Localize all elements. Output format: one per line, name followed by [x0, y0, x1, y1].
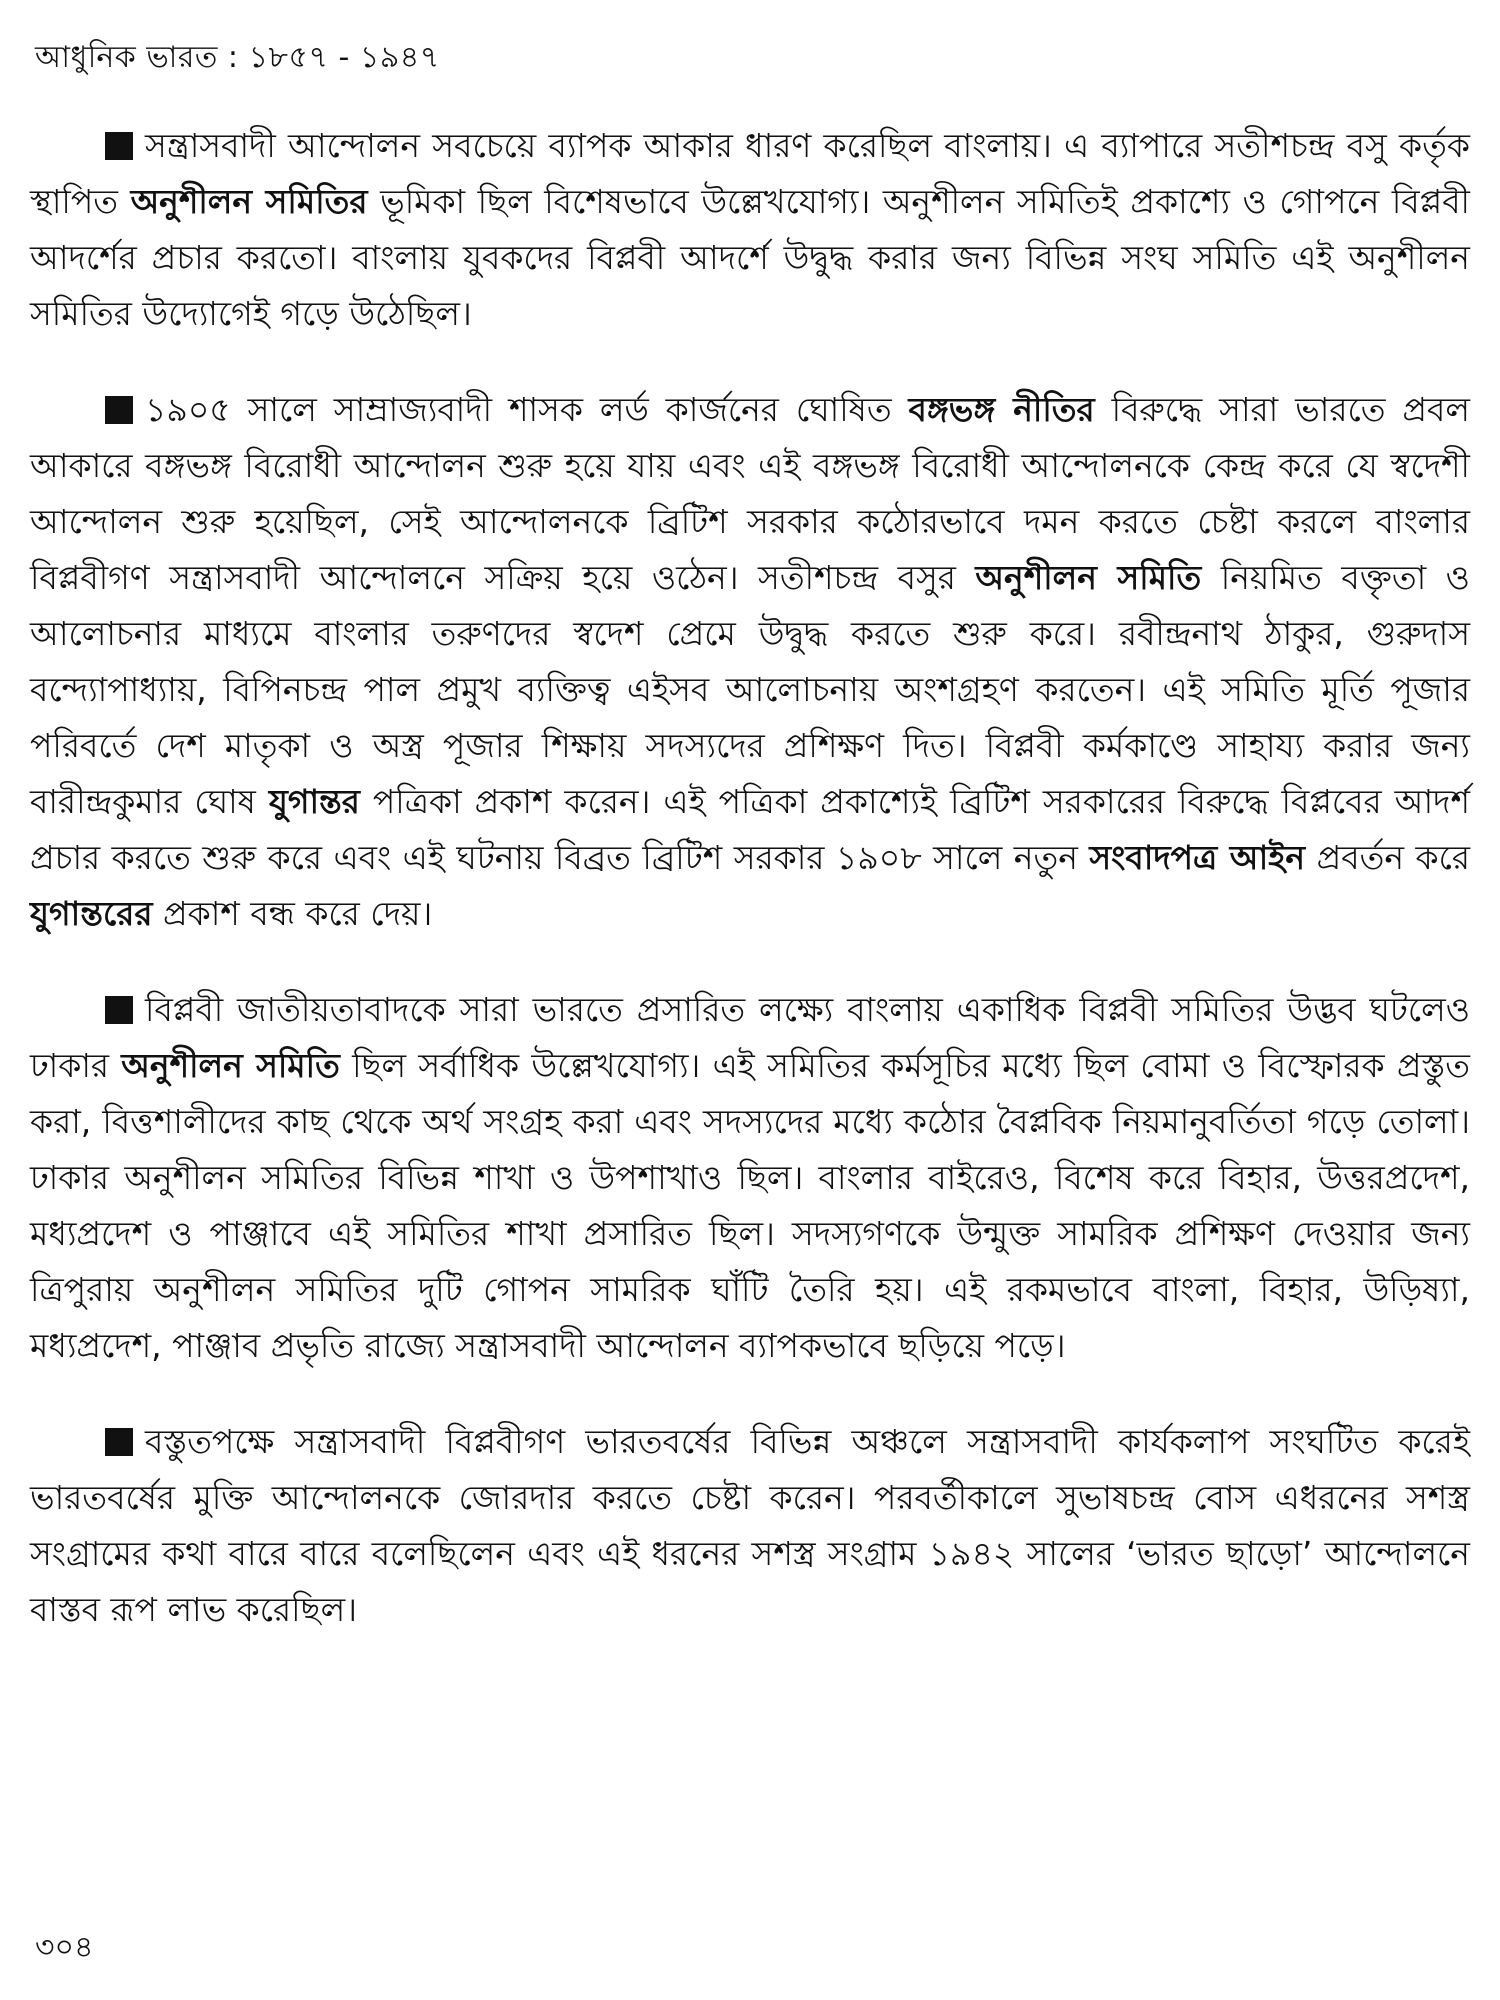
bold-term: অনুশীলন সমিতির [130, 182, 368, 221]
text-segment: ভূমিকা ছিল বিশেষভাবে উল্লেখযোগ্য। অনুশীলন সমিতিই প্রকাশ্যে ও গোপনে বিপ্লবী আদর্শের প্রচার করতো। বাংলায় যুবকদের বিপ্লবী আদর্শে উদ্বুদ্ধ করার জন্য বিভিন্ন সংঘ সমিতি এই অনুশীলন সমিতির উদ্যোগেই গড়ে উঠেছিল। [30, 182, 1470, 333]
text-segment: বস্তুতপক্ষে সন্ত্রাসবাদী বিপ্লবীগণ ভারতবর্ষের বিভিন্ন অঞ্চলে সন্ত্রাসবাদী কার্যকলাপ সংঘটিত করেই ভারতবর্ষের মুক্তি আন্দোলনকে জোরদার করতে চেষ্টা করেন। পরবর্তীকালে সুভাষচন্দ্র বোস এধরনের সশস্ত্র সংগ্রামের কথা বারে বারে বলেছিলেন এবং এই ধরনের সশস্ত্র সংগ্রাম ১৯৪২ সালের ‘ভারত ছাড়ো’ আন্দোলনে বাস্তব রূপ লাভ করেছিল। [30, 1422, 1470, 1629]
text-segment: ১৯০৫ সালে সাম্রাজ্যবাদী শাসক লর্ড কার্জনের ঘোষিত [145, 390, 909, 429]
bold-term: সংবাদপত্র আইন [1089, 838, 1306, 877]
text-segment: পত্রিকা প্রকাশ করেন। এই পত্রিকা প্রকাশ্যেই ব্রিটিশ সরকারের বিরুদ্ধে বিপ্লবের আদর্শ প্রচার করতে শুরু করে এবং এই ঘটনায় বিব্রত ব্রিটিশ সরকার ১৯০৮ সালে নতুন [30, 782, 1470, 877]
bold-term: অনুশীলন সমিতি [121, 1046, 340, 1085]
bold-term: অনুশীলন সমিতি [975, 558, 1202, 597]
text-segment: বিরুদ্ধে সারা ভারতে প্রবল আকারে বঙ্গভঙ্গ বিরোধী আন্দোলন শুরু হয়ে যায় এবং এই বঙ্গভঙ্গ বিরোধী আন্দোলনকে কেন্দ্র করে যে স্বদেশী আন্দোলন শুরু হয়েছিল, সেই আন্দোলনকে ব্রিটিশ সরকার কঠোরভাবে দমন করতে চেষ্টা করলে বাংলার বিপ্লবীগণ সন্ত্রাসবাদী আন্দোলনে সক্রিয় হয়ে ওঠেন। সতীশচন্দ্র বসুর [30, 390, 1471, 597]
page-number: ৩০৪ [35, 1930, 94, 1965]
text-segment: বিপ্লবী জাতীয়তাবাদকে সারা ভারতে প্রসারিত লক্ষ্যে বাংলায় একাধিক বিপ্লবী সমিতির উদ্ভব ঘটলেও ঢাকার [30, 990, 1470, 1085]
text-segment: সন্ত্রাসবাদী আন্দোলন সবচেয়ে ব্যাপক আকার ধারণ করেছিল বাংলায়। এ ব্যাপারে সতীশচন্দ্র বসু কর্তৃক স্থাপিত [30, 126, 1470, 221]
bold-term: বঙ্গভঙ্গ নীতির [908, 390, 1095, 429]
text-segment: প্রবর্তন করে [1305, 838, 1470, 877]
bold-term: যুগান্তরের [30, 894, 153, 933]
paragraph-3 [30, 982, 1470, 1374]
body-text [30, 118, 1470, 1678]
square-bullet-icon [105, 996, 133, 1024]
running-header: আধুনিক ভারত : ১৮৫৭ - ১৯৪৭ [35, 40, 440, 75]
paragraph-4 [30, 1414, 1470, 1638]
paragraph-2 [30, 382, 1470, 942]
square-bullet-icon [105, 1428, 133, 1456]
text-segment: প্রকাশ বন্ধ করে দেয়। [152, 894, 433, 933]
text-segment: নিয়মিত বক্তৃতা ও আলোচনার মাধ্যমে বাংলার তরুণদের স্বদেশ প্রেমে উদ্বুদ্ধ করতে শুরু করে। রবীন্দ্রনাথ ঠাকুর, গুরুদাস বন্দ্যোপাধ্যায়, বিপিনচন্দ্র পাল প্রমুখ ব্যক্তিত্ব এইসব আলোচনায় অংশগ্রহণ করতেন। এই সমিতি মূর্তি পূজার পরিবর্তে দেশ মাতৃকা ও অস্ত্র পূজার শিক্ষায় সদস্যদের প্রশিক্ষণ দিত। বিপ্লবী কর্মকাণ্ডে সাহায্য করার জন্য বারীন্দ্রকুমার ঘোষ [30, 558, 1470, 821]
square-bullet-icon [105, 132, 133, 160]
bold-term: যুগান্তর [268, 782, 360, 821]
text-segment: ছিল সর্বাধিক উল্লেখযোগ্য। এই সমিতির কর্মসূচির মধ্যে ছিল বোমা ও বিস্ফোরক প্রস্তুত করা, বিত্তশালীদের কাছ থেকে অর্থ সংগ্রহ করা এবং সদস্যদের মধ্যে কঠোর বৈপ্লবিক নিয়মানুবর্তিতা গড়ে তোলা। ঢাকার অনুশীলন সমিতির বিভিন্ন শাখা ও উপশাখাও ছিল। বাংলার বাইরেও, বিশেষ করে বিহার, উত্তরপ্রদেশ, মধ্যপ্রদেশ ও পাঞ্জাবে এই সমিতির শাখা প্রসারিত ছিল। সদস্যগণকে উন্মুক্ত সামরিক প্রশিক্ষণ দেওয়ার জন্য ত্রিপুরায় অনুশীলন সমিতির দুটি গোপন সামরিক ঘাঁটি তৈরি হয়। এই রকমভাবে বাংলা, বিহার, উড়িষ্যা, মধ্যপ্রদেশ, পাঞ্জাব প্রভৃতি রাজ্যে সন্ত্রাসবাদী আন্দোলন ব্যাপকভাবে ছড়িয়ে পড়ে। [30, 1046, 1470, 1365]
paragraph-1 [30, 118, 1470, 342]
square-bullet-icon [105, 396, 133, 424]
